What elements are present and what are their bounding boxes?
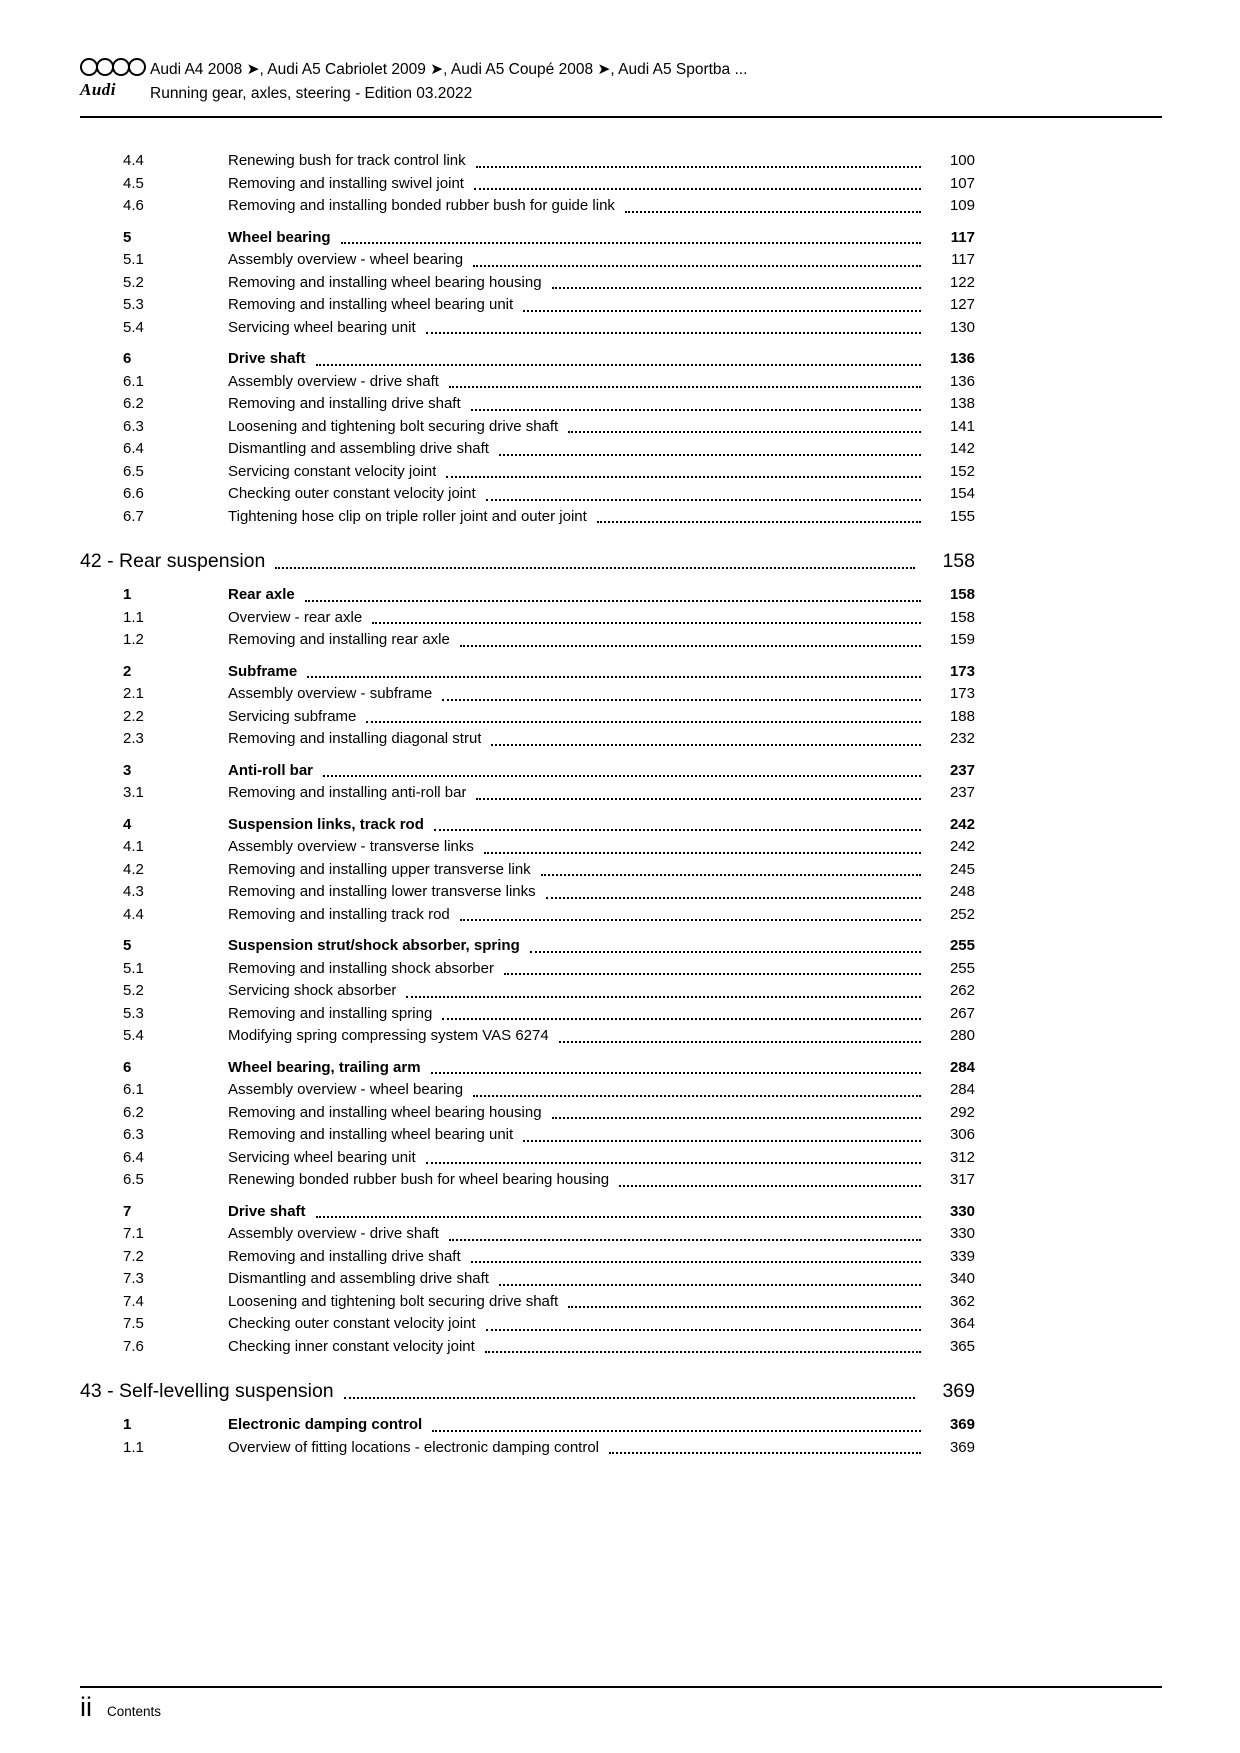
document-subtitle: Running gear, axles, steering - Edition 03.2022 xyxy=(150,85,473,102)
dot-leader xyxy=(530,951,921,953)
toc-entry-page: 365 xyxy=(949,1337,975,1355)
toc-entry-page: 245 xyxy=(949,860,975,878)
toc-entry-page: 267 xyxy=(949,1004,975,1022)
toc-entry-page: 117 xyxy=(950,228,975,246)
dot-leader xyxy=(442,699,921,701)
toc-entry-page: 369 xyxy=(949,1438,975,1456)
toc-row-sub xyxy=(80,150,975,173)
dot-leader xyxy=(609,1452,921,1454)
toc-entry-title: Assembly overview - subframe xyxy=(228,685,433,702)
toc-entry-number: 2.3 xyxy=(123,730,144,747)
toc-entry-number: 2.2 xyxy=(123,707,144,725)
toc-entry-title: Self-levelling suspension xyxy=(119,1380,334,1402)
toc-row-sub xyxy=(80,782,975,805)
toc-entry-title: Servicing subframe xyxy=(228,707,357,725)
dot-leader xyxy=(552,287,921,289)
toc-entry-page: 122 xyxy=(949,273,975,291)
toc-entry-number: 6.2 xyxy=(123,1103,144,1121)
dot-leader xyxy=(523,310,921,312)
dot-leader xyxy=(486,499,921,501)
dot-leader xyxy=(426,1162,921,1164)
toc-row-chapter xyxy=(80,1378,975,1405)
toc-entry-title: Loosening and tightening bolt securing drive shaft xyxy=(228,417,559,435)
toc-row-sub xyxy=(80,506,975,529)
dot-leader xyxy=(406,996,921,998)
dot-leader xyxy=(552,1117,921,1119)
toc-entry-number: 6 xyxy=(123,350,132,367)
toc-entry-title: Suspension strut/shock absorber, spring xyxy=(228,937,520,954)
toc-entry-number: 6.2 xyxy=(123,395,144,412)
toc-entry-title: Dismantling and assembling drive shaft xyxy=(228,440,489,457)
toc-row-sub xyxy=(80,683,975,706)
toc-entry-page: 136 xyxy=(949,350,975,367)
dot-leader xyxy=(476,798,921,800)
toc-row-sub xyxy=(80,173,975,196)
dot-leader xyxy=(568,1306,921,1308)
toc-entry-number: 6.4 xyxy=(123,440,144,457)
toc-entry-page: 109 xyxy=(949,197,975,214)
toc-entry-number: 1.1 xyxy=(123,608,144,626)
toc-entry-title: Subframe xyxy=(228,662,298,680)
toc-entry-title: Servicing wheel bearing unit xyxy=(228,1148,416,1166)
toc-entry-number: 4.3 xyxy=(123,883,144,900)
toc-entry-title: Checking outer constant velocity joint xyxy=(228,485,476,502)
toc-row-sub xyxy=(80,607,975,630)
toc-entry-title: Removing and installing anti-roll bar xyxy=(228,784,467,801)
toc-entry-title: Removing and installing swivel joint xyxy=(228,174,464,192)
dot-leader xyxy=(344,1397,915,1399)
toc-entry-title: Drive shaft xyxy=(228,350,306,367)
toc-entry-number: 4.4 xyxy=(123,152,144,169)
dot-leader xyxy=(307,676,921,678)
toc-entry-title: Dismantling and assembling drive shaft xyxy=(228,1270,489,1287)
toc-entry-page: 188 xyxy=(949,707,975,725)
toc-entry-page: 138 xyxy=(949,395,975,412)
toc-entry-title: Electronic damping control xyxy=(228,1416,423,1433)
toc-entry-title: Removing and installing bonded rubber bush for guide link xyxy=(228,197,615,214)
toc-row-sub xyxy=(80,958,975,981)
toc-entry-number: 6.3 xyxy=(123,1126,144,1143)
table-of-contents xyxy=(80,150,975,1459)
toc-entry-page: 127 xyxy=(949,296,975,313)
toc-entry-number: 6.1 xyxy=(123,1081,144,1098)
toc-row-sub xyxy=(80,1246,975,1269)
toc-entry-page: 312 xyxy=(949,1148,975,1166)
toc-row-sub xyxy=(80,1336,975,1359)
toc-entry-page: 155 xyxy=(949,507,975,525)
toc-row-sub xyxy=(80,317,975,340)
toc-entry-title: Removing and installing upper transverse link xyxy=(228,860,531,878)
toc-row-sub xyxy=(80,1147,975,1170)
toc-row-sub xyxy=(80,980,975,1003)
toc-row-sub xyxy=(80,836,975,859)
toc-entry-title: Removing and installing drive shaft xyxy=(228,395,461,412)
dot-leader xyxy=(316,1216,921,1218)
dot-leader xyxy=(473,265,921,267)
toc-entry-page: 280 xyxy=(949,1027,975,1044)
toc-row-sub xyxy=(80,1025,975,1048)
dot-leader xyxy=(431,1072,921,1074)
toc-row-section xyxy=(80,935,975,958)
dot-leader xyxy=(323,775,921,777)
toc-row-sub xyxy=(80,1291,975,1314)
toc-entry-title: Suspension links, track rod xyxy=(228,815,424,833)
dot-leader xyxy=(471,1261,921,1263)
dot-leader xyxy=(366,721,921,723)
toc-entry-page: 232 xyxy=(949,730,975,747)
toc-entry-title: Tightening hose clip on triple roller joint and outer joint xyxy=(228,507,587,525)
toc-row-sub xyxy=(80,1169,975,1192)
toc-entry-page: 237 xyxy=(949,761,975,779)
footer-rule xyxy=(80,1686,1162,1688)
toc-entry-number: 6.3 xyxy=(123,417,144,435)
toc-row-sub xyxy=(80,195,975,218)
dot-leader xyxy=(546,897,921,899)
toc-row-section xyxy=(80,348,975,371)
toc-entry-page: 237 xyxy=(949,784,975,801)
audi-logo xyxy=(80,56,150,100)
header xyxy=(80,56,1162,106)
toc-entry-page: 158 xyxy=(949,608,975,626)
toc-entry-title: Assembly overview - wheel bearing xyxy=(228,251,464,268)
toc-entry-page: 339 xyxy=(949,1247,975,1265)
toc-entry-number: 1.1 xyxy=(123,1438,144,1456)
dot-leader xyxy=(449,386,921,388)
toc-entry-title: Assembly overview - wheel bearing xyxy=(228,1081,464,1098)
dot-leader xyxy=(316,364,921,366)
toc-row-sub xyxy=(80,1223,975,1246)
toc-entry-title: Loosening and tightening bolt securing drive shaft xyxy=(228,1292,559,1310)
dot-leader xyxy=(597,521,921,523)
toc-entry-title: Overview of fitting locations - electronic damping control xyxy=(228,1438,600,1456)
toc-entry-page: 152 xyxy=(949,462,975,480)
toc-entry-number: 42 - xyxy=(80,550,120,572)
dot-leader xyxy=(523,1140,921,1142)
toc-row-sub xyxy=(80,1102,975,1125)
toc-entry-number: 1.2 xyxy=(123,631,144,648)
dot-leader xyxy=(341,242,921,244)
toc-row-sub xyxy=(80,904,975,927)
toc-entry-page: 242 xyxy=(949,838,975,855)
toc-entry-title: Removing and installing wheel bearing unit xyxy=(228,296,514,313)
toc-row-sub xyxy=(80,438,975,461)
toc-entry-number: 7.1 xyxy=(123,1225,144,1242)
dot-leader xyxy=(434,829,921,831)
toc-entry-title: Servicing wheel bearing unit xyxy=(228,318,416,336)
toc-entry-title: Removing and installing rear axle xyxy=(228,631,450,648)
audi-wordmark: Audi xyxy=(80,80,117,99)
toc-entry-number: 4 xyxy=(123,815,132,833)
toc-entry-page: 262 xyxy=(949,982,975,999)
toc-entry-title: Assembly overview - drive shaft xyxy=(228,1225,439,1242)
toc-entry-title: Servicing constant velocity joint xyxy=(228,462,437,480)
dot-leader xyxy=(504,973,921,975)
document-title: Audi A4 2008 ➤, Audi A5 Cabriolet 2009 ➤, Audi A5 Coupé 2008 ➤, Audi A5 Sportba ... xyxy=(150,61,748,78)
toc-entry-number: 7 xyxy=(123,1202,132,1220)
footer-page-number: ii xyxy=(80,1692,92,1722)
toc-entry-number: 5.3 xyxy=(123,296,144,313)
toc-entry-title: Drive shaft xyxy=(228,1202,306,1220)
toc-entry-number: 5.1 xyxy=(123,959,144,977)
toc-row-section xyxy=(80,1057,975,1080)
toc-row-sub xyxy=(80,416,975,439)
toc-entry-title: Rear axle xyxy=(228,586,295,603)
dot-leader xyxy=(460,919,921,921)
dot-leader xyxy=(491,744,921,746)
toc-entry-title: Wheel bearing, trailing arm xyxy=(228,1058,421,1076)
audi-rings-icon xyxy=(80,56,146,78)
toc-entry-number: 43 - xyxy=(80,1380,120,1402)
toc-row-sub xyxy=(80,1079,975,1102)
toc-entry-page: 136 xyxy=(949,372,975,390)
toc-entry-number: 6.7 xyxy=(123,507,144,525)
toc-entry-number: 7.3 xyxy=(123,1270,144,1287)
toc-entry-number: 2 xyxy=(123,662,132,680)
toc-entry-number: 5.1 xyxy=(123,251,144,268)
dot-leader xyxy=(619,1185,921,1187)
dot-leader xyxy=(568,431,921,433)
dot-leader xyxy=(486,1329,921,1331)
toc-row-sub xyxy=(80,1268,975,1291)
document-titles xyxy=(150,56,747,106)
toc-entry-number: 1 xyxy=(123,586,132,603)
toc-row-sub xyxy=(80,1124,975,1147)
toc-row-section xyxy=(80,1414,975,1437)
dot-leader xyxy=(305,600,921,602)
toc-entry-page: 330 xyxy=(949,1202,975,1220)
dot-leader xyxy=(499,454,921,456)
toc-entry-page: 340 xyxy=(949,1270,975,1287)
toc-entry-title: Removing and installing wheel bearing housing xyxy=(228,273,542,291)
toc-entry-number: 5 xyxy=(123,228,132,246)
toc-entry-title: Removing and installing lower transverse links xyxy=(228,883,536,900)
dot-leader xyxy=(484,852,921,854)
toc-entry-number: 4.5 xyxy=(123,174,144,192)
toc-entry-number: 3.1 xyxy=(123,784,144,801)
toc-row-section xyxy=(80,227,975,250)
toc-entry-number: 3 xyxy=(123,761,132,779)
toc-row-sub xyxy=(80,483,975,506)
dot-leader xyxy=(372,622,921,624)
toc-entry-number: 4.2 xyxy=(123,860,144,878)
toc-entry-title: Servicing shock absorber xyxy=(228,982,397,999)
toc-entry-page: 173 xyxy=(949,662,975,680)
dot-leader xyxy=(541,874,921,876)
toc-entry-page: 130 xyxy=(949,318,975,336)
toc-entry-number: 5.4 xyxy=(123,318,144,336)
toc-entry-number: 6.1 xyxy=(123,372,144,390)
toc-entry-title: Assembly overview - transverse links xyxy=(228,838,474,855)
toc-row-sub xyxy=(80,1313,975,1336)
toc-entry-title: Modifying spring compressing system VAS 6274 xyxy=(228,1027,549,1044)
toc-entry-number: 5.2 xyxy=(123,982,144,999)
toc-entry-number: 7.4 xyxy=(123,1292,144,1310)
toc-row-sub xyxy=(80,272,975,295)
toc-row-sub xyxy=(80,881,975,904)
footer-contents-label: Contents xyxy=(107,1704,162,1719)
toc-entry-number: 7.5 xyxy=(123,1315,144,1332)
toc-entry-page: 154 xyxy=(949,485,975,502)
toc-entry-page: 248 xyxy=(949,883,975,900)
dot-leader xyxy=(432,1430,921,1432)
toc-entry-title: Wheel bearing xyxy=(228,228,331,246)
toc-entry-number: 6.6 xyxy=(123,485,144,502)
toc-entry-page: 284 xyxy=(949,1058,975,1076)
dot-leader xyxy=(446,476,921,478)
toc-entry-title: Overview - rear axle xyxy=(228,608,363,626)
toc-entry-page: 369 xyxy=(949,1416,975,1433)
toc-entry-title: Removing and installing wheel bearing housing xyxy=(228,1103,542,1121)
toc-entry-number: 4.4 xyxy=(123,905,144,923)
toc-entry-number: 4.1 xyxy=(123,838,144,855)
toc-entry-page: 255 xyxy=(949,959,975,977)
toc-row-sub xyxy=(80,1003,975,1026)
dot-leader xyxy=(275,567,915,569)
toc-entry-title: Removing and installing track rod xyxy=(228,905,450,923)
dot-leader xyxy=(485,1351,921,1353)
toc-row-sub xyxy=(80,859,975,882)
toc-entry-number: 5.4 xyxy=(123,1027,144,1044)
toc-entry-number: 6.5 xyxy=(123,462,144,480)
footer xyxy=(80,1692,161,1722)
toc-entry-number: 5.3 xyxy=(123,1004,144,1022)
toc-entry-page: 292 xyxy=(949,1103,975,1121)
dot-leader xyxy=(426,332,921,334)
toc-entry-page: 158 xyxy=(942,550,975,572)
toc-entry-number: 4.6 xyxy=(123,197,144,214)
toc-entry-number: 6.5 xyxy=(123,1171,144,1188)
dot-leader xyxy=(625,211,921,213)
toc-entry-page: 306 xyxy=(949,1126,975,1143)
toc-row-sub xyxy=(80,728,975,751)
dot-leader xyxy=(442,1018,921,1020)
toc-row-section xyxy=(80,760,975,783)
toc-entry-title: Removing and installing diagonal strut xyxy=(228,730,482,747)
dot-leader xyxy=(476,166,921,168)
toc-row-section xyxy=(80,584,975,607)
toc-entry-page: 173 xyxy=(949,685,975,702)
dot-leader xyxy=(460,645,921,647)
toc-row-sub xyxy=(80,393,975,416)
toc-entry-page: 142 xyxy=(949,440,975,457)
toc-entry-title: Removing and installing shock absorber xyxy=(228,959,494,977)
toc-entry-title: Removing and installing wheel bearing unit xyxy=(228,1126,514,1143)
dot-leader xyxy=(499,1284,921,1286)
toc-entry-number: 2.1 xyxy=(123,685,144,702)
toc-row-sub xyxy=(80,294,975,317)
toc-entry-page: 107 xyxy=(949,174,975,192)
dot-leader xyxy=(473,1095,921,1097)
toc-entry-title: Renewing bonded rubber bush for wheel bearing housing xyxy=(228,1171,610,1188)
toc-entry-number: 7.2 xyxy=(123,1247,144,1265)
toc-entry-number: 6 xyxy=(123,1058,132,1076)
toc-entry-page: 117 xyxy=(951,251,975,268)
toc-entry-page: 158 xyxy=(949,586,975,603)
toc-row-sub xyxy=(80,629,975,652)
header-rule xyxy=(80,116,1162,118)
toc-entry-page: 100 xyxy=(949,152,975,169)
toc-entry-title: Removing and installing drive shaft xyxy=(228,1247,461,1265)
toc-entry-title: Anti-roll bar xyxy=(228,761,313,779)
toc-entry-page: 364 xyxy=(949,1315,975,1332)
toc-entry-page: 159 xyxy=(949,631,975,648)
toc-entry-title: Assembly overview - drive shaft xyxy=(228,372,439,390)
toc-entry-title: Renewing bush for track control link xyxy=(228,152,466,169)
toc-entry-number: 6.4 xyxy=(123,1148,144,1166)
toc-entry-number: 5.2 xyxy=(123,273,144,291)
toc-row-sub xyxy=(80,1437,975,1460)
toc-entry-page: 362 xyxy=(949,1292,975,1310)
toc-entry-page: 242 xyxy=(949,815,975,833)
toc-entry-title: Checking outer constant velocity joint xyxy=(228,1315,476,1332)
toc-row-section xyxy=(80,1201,975,1224)
toc-entry-title: Rear suspension xyxy=(119,550,266,572)
toc-entry-number: 1 xyxy=(123,1416,132,1433)
toc-entry-page: 252 xyxy=(949,905,975,923)
toc-entry-page: 141 xyxy=(949,417,975,435)
toc-entry-number: 5 xyxy=(123,937,132,954)
toc-row-sub xyxy=(80,371,975,394)
dot-leader xyxy=(559,1041,921,1043)
toc-entry-title: Checking inner constant velocity joint xyxy=(228,1337,475,1355)
dot-leader xyxy=(471,409,921,411)
toc-row-section xyxy=(80,661,975,684)
dot-leader xyxy=(449,1239,921,1241)
toc-entry-page: 369 xyxy=(942,1380,975,1402)
dot-leader xyxy=(474,188,921,190)
toc-entry-page: 255 xyxy=(949,937,975,954)
toc-entry-page: 284 xyxy=(949,1081,975,1098)
toc-row-sub xyxy=(80,249,975,272)
toc-entry-title: Removing and installing spring xyxy=(228,1004,433,1022)
toc-entry-page: 330 xyxy=(949,1225,975,1242)
toc-entry-number: 7.6 xyxy=(123,1337,144,1355)
toc-entry-page: 317 xyxy=(949,1171,975,1188)
toc-row-sub xyxy=(80,461,975,484)
toc-row-section xyxy=(80,814,975,837)
toc-row-sub xyxy=(80,706,975,729)
toc-row-chapter xyxy=(80,548,975,575)
